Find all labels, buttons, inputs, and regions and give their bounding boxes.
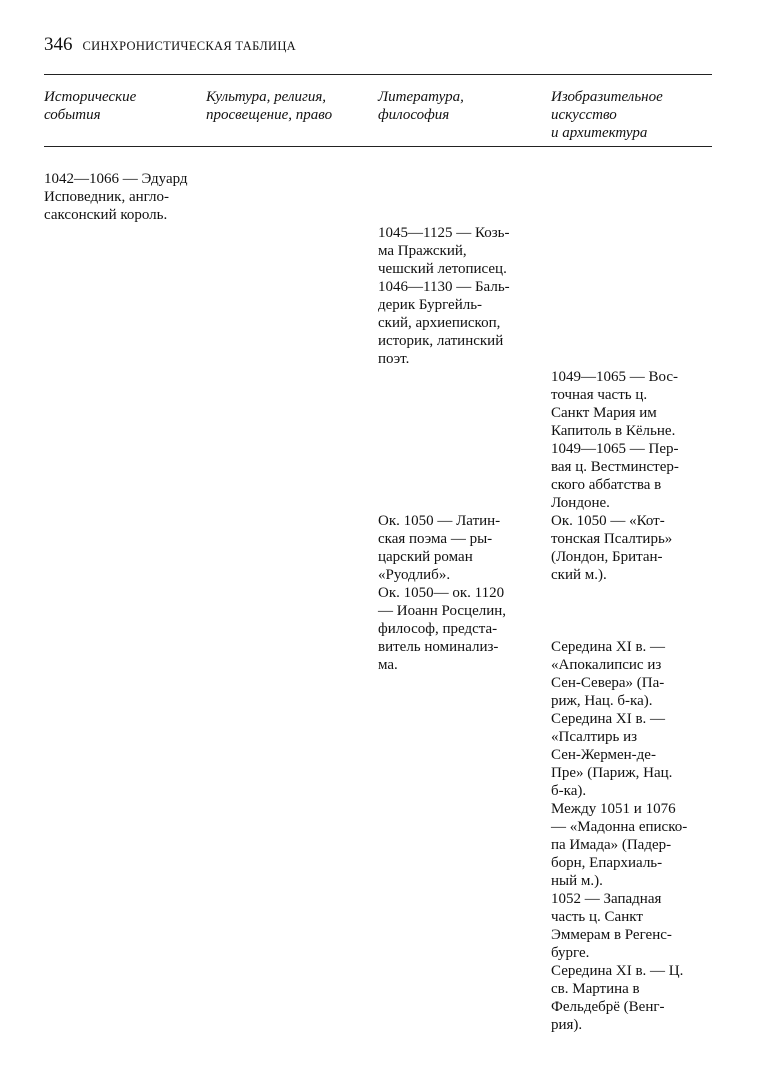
art-entry: Ок. 1050 — «Кот- тонская Псалтирь» (Лондон, Британ- ский м.). — [551, 513, 673, 583]
literature-entry: Ок. 1050 — Латин- ская поэма — ры- царский роман «Руодлиб». Ок. 1050— ок. 1120 — Иоанн Росцелин, философ, предста- витель номинализ- ма. — [378, 513, 507, 673]
art-entry: 1049—1065 — Вос- точная часть ц. Санкт Мария им Капитоль в Кёльне. 1049—1065 — Пер- вая ц. Вестминстер- ского аббатства в Лондоне. — [551, 369, 679, 511]
column-header-literature: Литература, философия — [378, 89, 464, 123]
table-header-rule — [44, 146, 712, 147]
table-top-rule — [44, 74, 712, 75]
running-title: СИНХРОНИСТИЧЕСКАЯ ТАБЛИЦА — [82, 39, 296, 53]
column-header-art: Изобразительное искусство и архитектура — [551, 89, 663, 141]
literature-entry: 1045—1125 — Козь- ма Пражский, чешский летописец. 1046—1130 — Баль- дерик Бургейль- ский, архиепископ, историк, латинский поэт. — [378, 225, 510, 367]
page-number: 346 — [44, 34, 73, 55]
history-entry: 1042—1066 — Эдуард Исповедник, англо- саксонский король. — [44, 171, 188, 223]
art-entry: Середина XI в. — «Апокалипсис из Сен-Севера» (Па- риж, Нац. б-ка). Середина XI в. — «Псалтирь из Сен-Жермен-де- Пре» (Париж, Нац. б-ка). Между 1051 и 1076 — «Мадонна еписко- па Имада» (Падер- борн, Епархиаль- ный м.). 1052 — Западная часть ц. Санкт Эммерам в Регенс- бурге. Середина XI в. — Ц. св. Мартина в Фельдебрё (Венг- рия). — [551, 639, 688, 1033]
column-header-culture: Культура, религия, просвещение, право — [206, 89, 333, 123]
page-header — [44, 34, 296, 56]
column-header-history: Исторические события — [44, 89, 137, 123]
